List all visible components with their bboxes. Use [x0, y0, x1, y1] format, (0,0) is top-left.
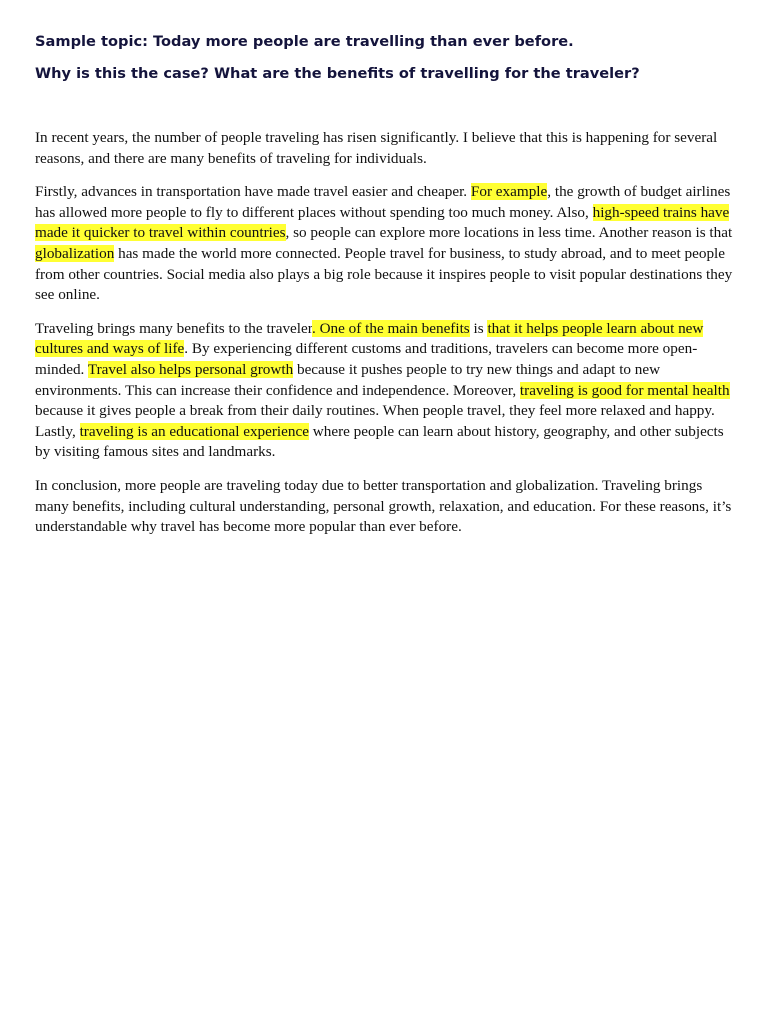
text-run: In conclusion, more people are traveling today due to better transportation and globalization. Traveling brings many benefits, including cultural understanding, personal growth, relaxation, and education. For these reasons, it’s understandable why travel has become more popular than ever before. — [35, 476, 732, 536]
text-run: Traveling brings many benefits to the traveler — [35, 319, 312, 337]
topic-heading: Sample topic: Today more people are travelling than ever before. — [35, 33, 574, 50]
text-run: , so people can explore more locations in less time. Another reason is that — [285, 224, 733, 242]
paragraph-conclusion — [35, 476, 735, 538]
highlighted-phrase: Travel also helps personal growth — [87, 360, 294, 378]
paragraph-benefits — [35, 319, 735, 463]
highlighted-phrase: traveling is an educational experience — [79, 422, 309, 440]
text-run: In recent years, the number of people traveling has risen significantly. I believe that this is happening for several reasons, and there are many benefits of traveling for individuals. — [35, 129, 718, 167]
essay-body — [35, 128, 735, 551]
highlighted-phrase: that it helps people learn about new cultures and ways of life — [35, 319, 704, 358]
text-run: . By experiencing different customs and traditions, travelers can become more open-minded. — [35, 340, 698, 378]
text-run: has made the world more connected. People travel for business, to study abroad, and to meet people from other countries. Social media also plays a big role because it inspires people to visit popular destinations they see online. — [35, 244, 733, 304]
highlighted-phrase: . One of the main benefits — [311, 319, 470, 337]
highlighted-phrase: globalization — [35, 244, 115, 262]
highlighted-phrase: high-speed trains have made it quicker to travel within countries — [35, 203, 730, 242]
paragraph-introduction — [35, 128, 735, 169]
text-run: Firstly, advances in transportation have made travel easier and cheaper. — [35, 183, 471, 201]
highlighted-phrase: traveling is good for mental health — [519, 381, 730, 399]
highlighted-phrase: For example — [470, 183, 548, 201]
text-run: is — [469, 319, 488, 337]
text-run: because it gives people a break from their daily routines. When people travel, they feel more relaxed and happy. Lastly, — [35, 402, 715, 440]
paragraph-reasons — [35, 182, 735, 306]
text-run: , the growth of budget airlines has allowed more people to fly to different places without spending too much money. Also, — [35, 183, 731, 221]
text-run: where people can learn about history, geography, and other subjects by visiting famous sites and landmarks. — [35, 422, 724, 461]
question-heading: Why is this the case? What are the benefits of travelling for the traveler? — [35, 65, 640, 82]
text-run: because it pushes people to try new things and adapt to new environments. This can increase their confidence and independence. Moreover, — [35, 360, 661, 399]
